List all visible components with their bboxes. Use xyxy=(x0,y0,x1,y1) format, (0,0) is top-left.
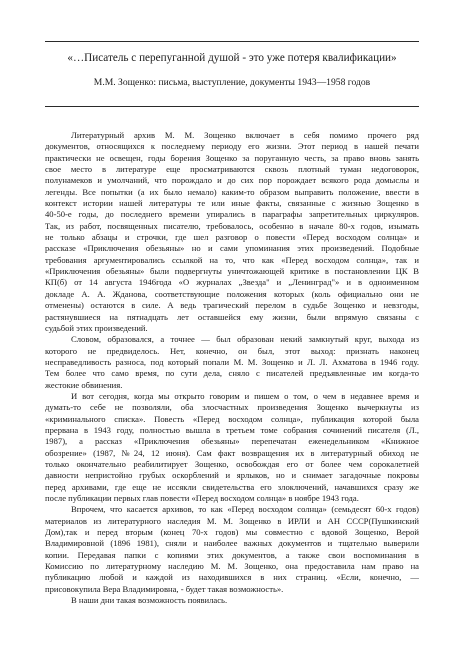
text-line: контекст истории нашей литературы те или иные факты, связанные с жизнью Зощенко в xyxy=(45,198,419,209)
text-line: требования аргументировались ссылкой на то, что как «Перед восходом солнца», так и xyxy=(45,254,419,265)
text-line: Словом, образовался, а точнее — был образован некий замкнутый круг, выхода из xyxy=(71,334,419,345)
text-line: документов, относящихся к последнему периоду его жизни. Этот период в нашей печати xyxy=(45,141,419,152)
text-line: полунамеков и умолчаний, что порождало и до сих пор порождает всякого рода домыслы и xyxy=(45,175,419,186)
text-line: думать-то себе не позволяли, оба злосчастных произведения Зощенко вычеркнуты из xyxy=(45,402,419,413)
text-line: которого не предвиделось. Нет, конечно, он был, этот выход: признать наконец xyxy=(45,345,419,356)
text-line: после публикации первых глав повести «Перед восходом солнца» в ноябре 1943 года. xyxy=(45,493,359,503)
header-rule xyxy=(45,106,419,107)
text-line: Литературный архив М. М. Зощенко включает в себя помимо прочего ряд xyxy=(71,130,419,140)
text-line: 40-50-е годы, до последнего времени упирались в параграфы запретительных циркуляров. xyxy=(45,209,419,220)
paragraph xyxy=(45,130,419,334)
paragraph xyxy=(45,391,419,504)
text-line: только окончательно реабилитирует Зощенко, освобождая его от более чем сорокалетней xyxy=(45,458,419,469)
text-line: практически не освещен, годы борения Зощенко за поруганную честь, за право вновь занять xyxy=(45,152,419,163)
article-body xyxy=(45,130,419,606)
text-line: рассказе «Приключения обезьяны» но и сами упоминания этих произведений. Подобные xyxy=(45,243,419,254)
text-line: КП(б) от 14 августа 1946года «О журналах „Звезда" и „Ленинград"» и в одноименном xyxy=(45,277,419,288)
paragraph xyxy=(45,334,419,391)
text-line: «Приключения обезьяны» были подвергнуты уничтожающей критике в постановлении ЦК В xyxy=(45,266,419,277)
text-line: Так, из работ, посвященных писателю, требовалось, особенно в начале 80-х годов, изымать xyxy=(45,220,419,231)
text-line: легенды. Все попытки (а их было немало) каким-то образом выправить положение, ввести в xyxy=(45,186,419,197)
text-line: перед архивами, где еще не иссякли свидетельства его злоключений, начавшихся сразу же xyxy=(45,481,419,492)
text-line: растянувшиеся на пятнадцать лет оставшейся ему жизни, были впрямую связаны с xyxy=(45,311,419,322)
text-line: публикацию любой и каждой из находившихся в них страниц. «Если, конечно, — xyxy=(45,572,419,583)
text-line: И вот сегодня, когда мы открыто говорим и пишем о том, о чем в недавнее время и xyxy=(71,390,419,401)
document-title: «…Писатель с перепуганной душой - это уже потеря квалификации» xyxy=(67,52,397,64)
text-line: жестокие обвинения. xyxy=(45,379,123,390)
text-line: 1987), а рассказ «Приключения обезьяны» перепечатан еженедельником «Книжное xyxy=(45,436,419,447)
paragraph xyxy=(45,504,419,595)
text-line: Впрочем, что касается архивов, то как «Перед восходом солнца» (семьдесят 60-х годов) xyxy=(71,504,419,515)
text-line: материалов из литературного наследия М. М. Зощенко в ИРЛИ и АН СССР(Пушкинский xyxy=(45,515,419,526)
document-subtitle: М.М. Зощенко: письма, выступление, документы 1943—1958 годов xyxy=(93,77,371,88)
text-line: В наши дни такая возможность появилась. xyxy=(71,595,228,606)
text-line: копии. Передавая папки с копиями этих документов, а также свои воспоминания в xyxy=(45,549,419,560)
text-line: присовокупила Вера Владимировна, - будет такая возможность». xyxy=(45,583,284,594)
text-line: Тем более что само время, по сути дела, сняло с писателей предъявленные им когда-то xyxy=(45,368,419,379)
text-line: «криминального списка». Повесть «Перед восходом солнца», публикация которой была xyxy=(45,413,419,424)
paragraph xyxy=(45,595,419,606)
top-rule xyxy=(45,41,419,42)
text-line: докладе А. А. Жданова, соответствующие положения которых (коль официально они не xyxy=(45,288,419,299)
text-line: не только абзацы и строчки, где шел разговор о повести «Перед восходом солнца» и xyxy=(45,232,419,243)
text-line: прервана в 1943 году, полностью вышла в третьем томе собрания сочинений писателя (Л., xyxy=(45,424,419,435)
text-line: Комиссию по литературному наследию М. М. Зощенко, она предоставила нам право на xyxy=(45,561,419,572)
text-line: отменены) остаются в силе. А ведь трагический перелом в судьбе Зощенко и невзгоды, xyxy=(45,300,419,311)
text-line: судьбой этих произведений. xyxy=(45,322,148,333)
text-line: обозрение» (1987, №24, 12 июня). Сам факт возвращения их в литературный обиход не xyxy=(45,447,419,458)
text-line: Дом),так и перед вторым (конец 70-х годов) мы совместно с вдовой Зощенко, Верой xyxy=(45,527,419,538)
text-line: давности непристойно грубых оскорблений и ярлыков, но и снимает загадочные покровы xyxy=(45,470,419,481)
text-line: несправедливость разноса, под который попали М. М. Зощенко и Л. Л. Ахматова в 1946 году. xyxy=(45,356,419,367)
text-line: Владимировной (1896 1981), сняли и наиболее важных документов и тщательно выверили xyxy=(45,538,419,549)
text-line: свое место в литературе еще просматриваются сквозь плотный туман недоговорок, xyxy=(45,164,419,175)
